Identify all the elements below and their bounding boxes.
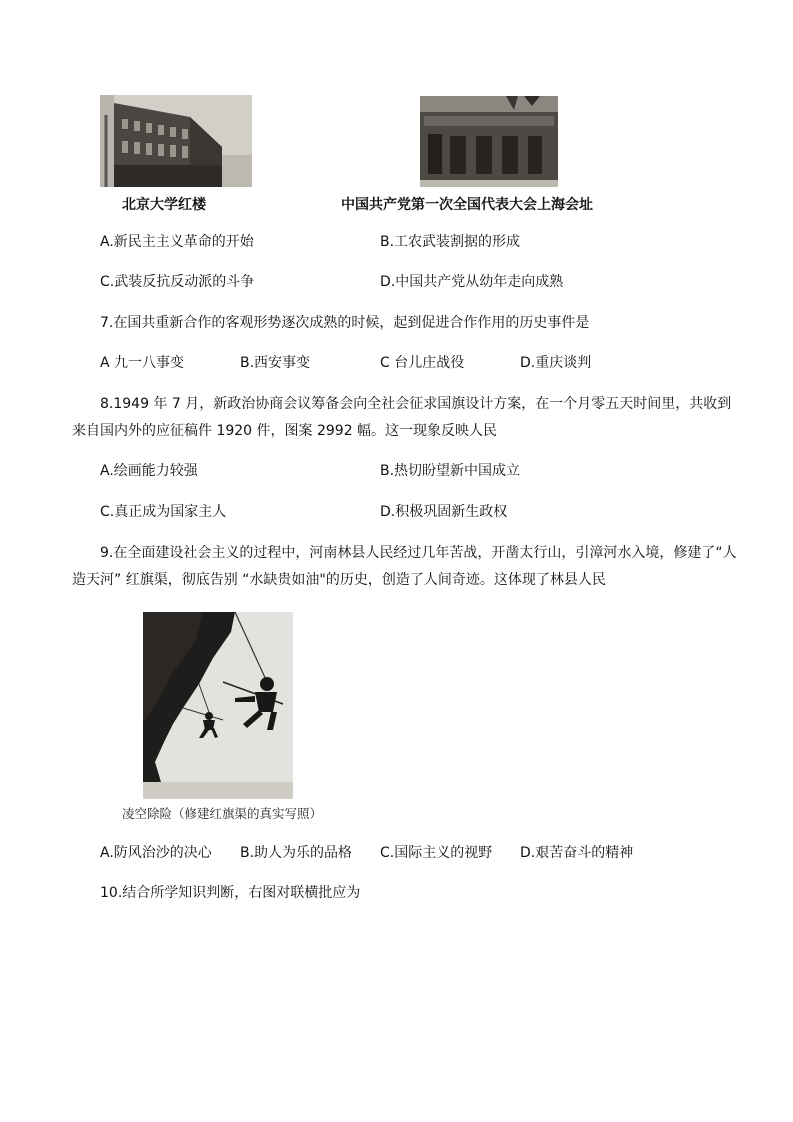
red-flag-canal-caption: 凌空除险（修建红旗渠的真实写照） <box>122 806 323 821</box>
q7-option-d: D.重庆谈判 <box>520 355 592 371</box>
q9-option-a: A.防风治沙的决心 <box>100 845 212 861</box>
q9-stem-line1: 9.在全面建设社会主义的过程中，河南林县人民经过几年苦战，开凿太行山，引漳河水入境，修建了“人 <box>100 545 737 561</box>
q7-option-b: B.西安事变 <box>240 355 311 371</box>
q8-stem-line1: 8.1949 年 7 月，新政治协商会议筹备会向全社会征求国旗设计方案，在一个月零五天时间里，共收到 <box>100 396 732 412</box>
q8-option-b: B.热切盼望新中国成立 <box>380 463 521 479</box>
q8-stem-line2: 来自国内外的应征稿件 1920 件，图案 2992 幅。这一现象反映人民 <box>72 423 498 439</box>
q6-option-b: B.工农武装割据的形成 <box>380 234 521 250</box>
first-congress-caption: 中国共产党第一次全国代表大会上海会址 <box>341 197 593 213</box>
q6-option-d: D.中国共产党从幼年走向成熟 <box>380 274 564 290</box>
red-building-caption: 北京大学红楼 <box>122 197 206 213</box>
q9-option-b: B.助人为乐的品格 <box>240 845 353 861</box>
q7-option-c: C 台儿庄战役 <box>380 355 465 371</box>
q7-option-a: A 九一八事变 <box>100 355 185 371</box>
peking-university-red-building-photo <box>100 95 252 187</box>
q6-option-a: A.新民主主义革命的开始 <box>100 234 254 250</box>
q8-option-c: C.真正成为国家主人 <box>100 504 227 520</box>
first-congress-site-photo <box>420 96 558 187</box>
q8-option-d: D.积极巩固新生政权 <box>380 504 508 520</box>
q6-option-c: C.武装反抗反动派的斗争 <box>100 274 255 290</box>
q8-option-a: A.绘画能力较强 <box>100 463 198 479</box>
q9-option-d: D.艰苦奋斗的精神 <box>520 845 634 861</box>
q9-option-c: C.国际主义的视野 <box>380 845 493 861</box>
q9-stem-line2: 造天河” 红旗渠，彻底告别 “水缺贵如油"的历史，创造了人间奇迹。这体现了林县人民 <box>72 572 606 588</box>
q7-stem: 7.在国共重新合作的客观形势逐次成熟的时候，起到促进合作作用的历史事件是 <box>100 315 590 331</box>
red-flag-canal-photo <box>143 612 293 799</box>
q10-stem: 10.结合所学知识判断，右图对联横批应为 <box>100 885 361 901</box>
